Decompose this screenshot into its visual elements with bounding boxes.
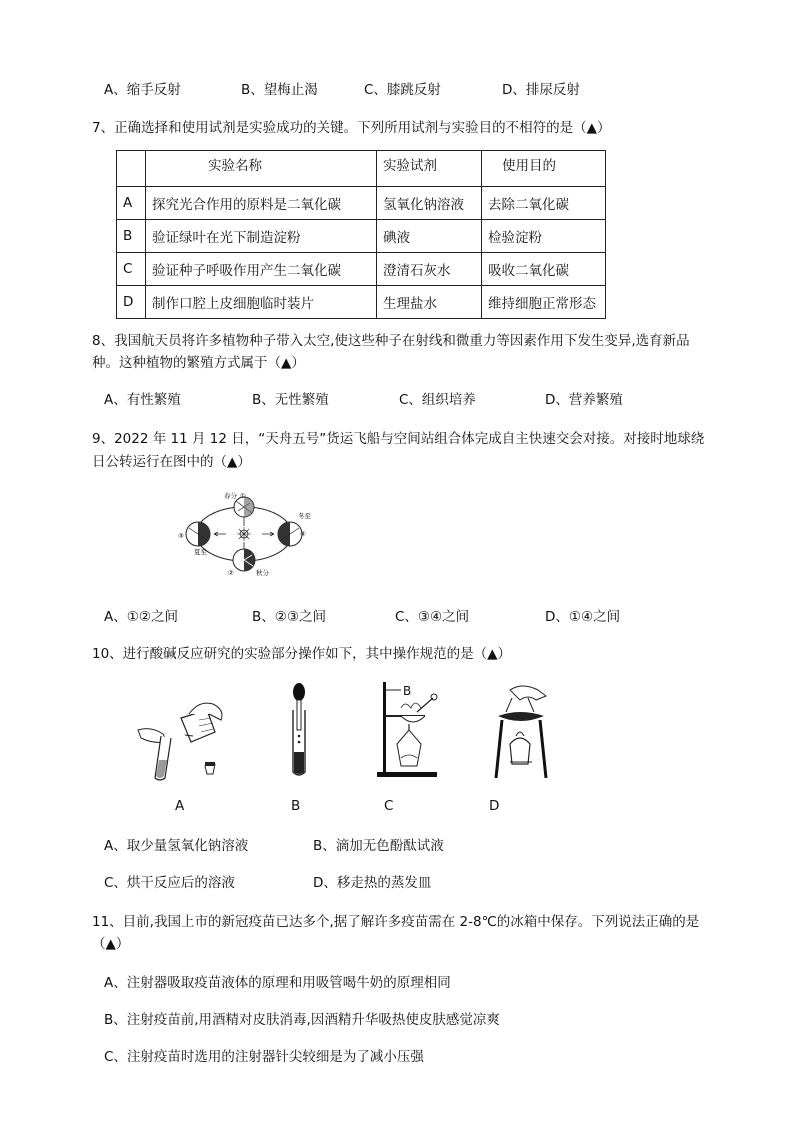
- table-header-name: 实验名称: [146, 151, 377, 187]
- label-winter: 冬至: [298, 512, 311, 520]
- q8-option-b: B、无性繁殖: [252, 392, 329, 408]
- earth-summer-icon: [186, 522, 210, 546]
- label-n1: ①: [240, 492, 246, 500]
- earth-winter-icon: [278, 522, 302, 546]
- earth-spring-icon: [234, 497, 254, 517]
- stand-label: B: [403, 684, 412, 698]
- row-reagent: 碘液: [377, 220, 482, 253]
- figure-a-pouring: [133, 690, 233, 785]
- label-n4: ④: [300, 530, 306, 538]
- figure-letter-b: B: [291, 798, 301, 814]
- row-reagent: 澄清石灰水: [377, 253, 482, 286]
- q11-option-c: C、注射疫苗时选用的注射器针尖较细是为了减小压强: [104, 1049, 424, 1065]
- label-autumn: 秋分: [256, 569, 269, 577]
- row-purpose: 维持细胞正常形态: [482, 286, 606, 319]
- q6-option-c: C、膝跳反射: [364, 82, 441, 98]
- q6-option-d: D、排尿反射: [502, 82, 580, 98]
- row-purpose: 去除二氧化碳: [482, 187, 606, 220]
- row-key: D: [117, 286, 146, 319]
- q11-option-a: A、注射器吸取疫苗液体的原理和用吸管喝牛奶的原理相同: [104, 975, 451, 991]
- q7-table: [116, 150, 606, 319]
- row-name: 验证种子呼吸作用产生二氧化碳: [146, 253, 377, 286]
- q10-stem: 10、进行酸碱反应研究的实验部分操作如下，其中操作规范的是（▲）: [92, 646, 512, 662]
- figure-d-tripod: [488, 682, 553, 780]
- sun-icon: [237, 527, 251, 541]
- table-header-reagent: 实验试剂: [377, 151, 482, 187]
- q9-option-d: D、①④之间: [545, 609, 621, 625]
- q10-option-a: A、取少量氢氧化钠溶液: [104, 838, 249, 854]
- q8-stem-line2: 种。这种植物的繁殖方式属于（▲）: [92, 355, 305, 371]
- q9-option-c: C、③④之间: [395, 609, 470, 625]
- q11-stem-line1: 11、目前,我国上市的新冠疫苗已达多个,据了解许多疫苗需在 2-8℃的冰箱中保存。下列说法正确的是: [92, 914, 700, 930]
- q11-stem-line2: （▲）: [92, 936, 130, 952]
- q7-stem: 7、正确选择和使用试剂是实验成功的关键。下列所用试剂与实验目的不相符的是（▲）: [92, 120, 611, 136]
- row-key: B: [117, 220, 146, 253]
- q11-option-b: B、注射疫苗前,用酒精对皮肤消毒,因酒精升华吸热使皮肤感觉凉爽: [104, 1012, 500, 1028]
- q8-stem-line1: 8、我国航天员将许多植物种子带入太空,使这些种子在射线和微重力等因素作用下发生变异,选育新品: [92, 333, 690, 349]
- row-name: 探究光合作用的原料是二氧化碳: [146, 187, 377, 220]
- q10-option-c: C、烘干反应后的溶液: [104, 875, 235, 891]
- q9-stem-line1: 9、2022 年 11 月 12 日，“天舟五号”货运飞船与空间站组合体完成自主快速交会对接。对接时地球绕: [92, 431, 705, 447]
- q8-option-d: D、营养繁殖: [545, 392, 623, 408]
- table-header-row: [117, 151, 606, 187]
- row-purpose: 吸收二氧化碳: [482, 253, 606, 286]
- row-name: 制作口腔上皮细胞临时装片: [146, 286, 377, 319]
- row-purpose: 检验淀粉: [482, 220, 606, 253]
- figure-letter-a: A: [175, 798, 185, 814]
- figure-letter-c: C: [384, 798, 394, 814]
- figure-letter-d: D: [489, 798, 500, 814]
- row-reagent: 生理盐水: [377, 286, 482, 319]
- table-row: [117, 220, 606, 253]
- figure-c-iron-stand: [373, 678, 453, 780]
- q10-option-b: B、滴加无色酚酞试液: [313, 838, 444, 854]
- q6-option-b: B、望梅止渴: [241, 82, 318, 98]
- q9-option-b: B、②③之间: [252, 609, 326, 625]
- table-row: [117, 286, 606, 319]
- q9-option-a: A、①②之间: [104, 609, 178, 625]
- figure-b-dropper: [285, 680, 315, 780]
- earth-orbit-diagram: [176, 490, 316, 580]
- row-reagent: 氢氧化钠溶液: [377, 187, 482, 220]
- label-n2: ②: [228, 569, 234, 577]
- label-summer: 夏至: [194, 548, 207, 556]
- row-name: 验证绿叶在光下制造淀粉: [146, 220, 377, 253]
- table-row: [117, 187, 606, 220]
- label-spring: 春分: [224, 492, 237, 500]
- table-cell: [117, 151, 146, 187]
- q9-stem-line2: 日公转运行在图中的（▲）: [92, 454, 251, 470]
- q10-option-d: D、移走热的蒸发皿: [313, 875, 432, 891]
- table-header-purpose: 使用目的: [482, 151, 606, 187]
- table-row: [117, 253, 606, 286]
- row-key: C: [117, 253, 146, 286]
- label-n3: ③: [178, 532, 184, 540]
- q8-option-a: A、有性繁殖: [104, 392, 181, 408]
- row-key: A: [117, 187, 146, 220]
- earth-autumn-icon: [233, 549, 255, 571]
- q6-option-a: A、缩手反射: [104, 82, 181, 98]
- q8-option-c: C、组织培养: [399, 392, 476, 408]
